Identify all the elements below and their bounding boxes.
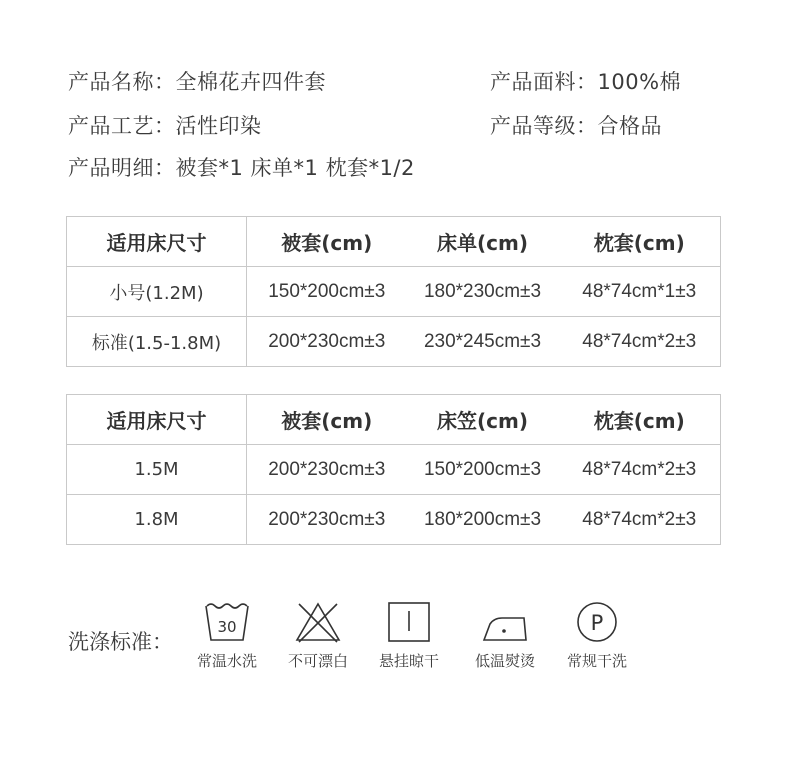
cell-sheet: 230*245cm±3 <box>407 317 559 367</box>
cell-bed-size: 1.8M <box>67 495 247 545</box>
spec-grade-label: 产品等级： <box>490 114 598 138</box>
spec-fabric <box>490 66 681 96</box>
header-duvet: 被套(cm) <box>247 217 407 267</box>
spec-grade <box>490 110 662 140</box>
header-sheet: 床单(cm) <box>407 217 559 267</box>
cell-pillowcase: 48*74cm*2±3 <box>559 495 721 545</box>
spec-name-label: 产品名称： <box>68 70 176 94</box>
table-row <box>67 267 721 317</box>
size-table-1 <box>66 216 721 367</box>
header-bed-size: 适用床尺寸 <box>67 395 247 445</box>
spec-detail-label: 产品明细： <box>68 156 176 180</box>
cell-pillowcase: 48*74cm*2±3 <box>559 445 721 495</box>
cell-pillowcase: 48*74cm*1±3 <box>559 267 721 317</box>
spec-craft-value: 活性印染 <box>175 114 262 138</box>
table-header-row <box>67 217 721 267</box>
do-not-bleach-icon <box>293 600 343 644</box>
cell-sheet: 180*230cm±3 <box>407 267 559 317</box>
cell-duvet: 150*200cm±3 <box>247 267 407 317</box>
spec-detail <box>68 152 415 182</box>
cell-duvet: 200*230cm±3 <box>247 445 407 495</box>
spec-craft-label: 产品工艺： <box>68 114 176 138</box>
spec-name <box>68 66 326 96</box>
line-dry-icon <box>384 600 434 644</box>
spec-fabric-label: 产品面料： <box>490 70 598 94</box>
cell-pillowcase: 48*74cm*2±3 <box>559 317 721 367</box>
care-item-wash <box>182 600 272 671</box>
cell-fitted-sheet: 150*200cm±3 <box>407 445 559 495</box>
spec-craft <box>68 110 262 140</box>
care-label: 悬挂晾干 <box>378 652 439 670</box>
cell-fitted-sheet: 180*200cm±3 <box>407 495 559 545</box>
header-pillowcase: 枕套(cm) <box>559 395 721 445</box>
dry-clean-glyph: P <box>590 611 604 635</box>
wash-temp-label: 30 <box>217 618 237 636</box>
table-header-row <box>67 395 721 445</box>
care-label: 常规干洗 <box>566 652 627 670</box>
iron-low-icon <box>480 600 530 644</box>
dry-clean-p-icon <box>572 600 622 644</box>
cell-duvet: 200*230cm±3 <box>247 317 407 367</box>
spec-grade-value: 合格品 <box>597 114 662 138</box>
spec-detail-value: 被套*1 床单*1 枕套*1/2 <box>175 156 415 180</box>
care-item-dry <box>364 600 454 671</box>
table-row <box>67 445 721 495</box>
care-item-iron <box>460 600 550 671</box>
care-label: 低温熨烫 <box>474 652 535 670</box>
table-row <box>67 495 721 545</box>
cell-bed-size: 小号(1.2M) <box>67 267 247 317</box>
header-duvet: 被套(cm) <box>247 395 407 445</box>
care-label: 常温水洗 <box>196 652 257 670</box>
cell-duvet: 200*230cm±3 <box>247 495 407 545</box>
care-item-dryclean <box>552 600 642 671</box>
header-bed-size: 适用床尺寸 <box>67 217 247 267</box>
wash-30-icon <box>202 600 252 644</box>
washing-title: 洗涤标准： <box>68 630 173 654</box>
care-item-bleach <box>273 600 363 671</box>
header-pillowcase: 枕套(cm) <box>559 217 721 267</box>
size-table-2 <box>66 394 721 545</box>
spec-fabric-value: 100%棉 <box>597 70 682 94</box>
table-row <box>67 317 721 367</box>
spec-name-value: 全棉花卉四件套 <box>175 70 326 94</box>
cell-bed-size: 标准(1.5-1.8M) <box>67 317 247 367</box>
header-fitted-sheet: 床笠(cm) <box>407 395 559 445</box>
care-label: 不可漂白 <box>287 652 348 670</box>
cell-bed-size: 1.5M <box>67 445 247 495</box>
